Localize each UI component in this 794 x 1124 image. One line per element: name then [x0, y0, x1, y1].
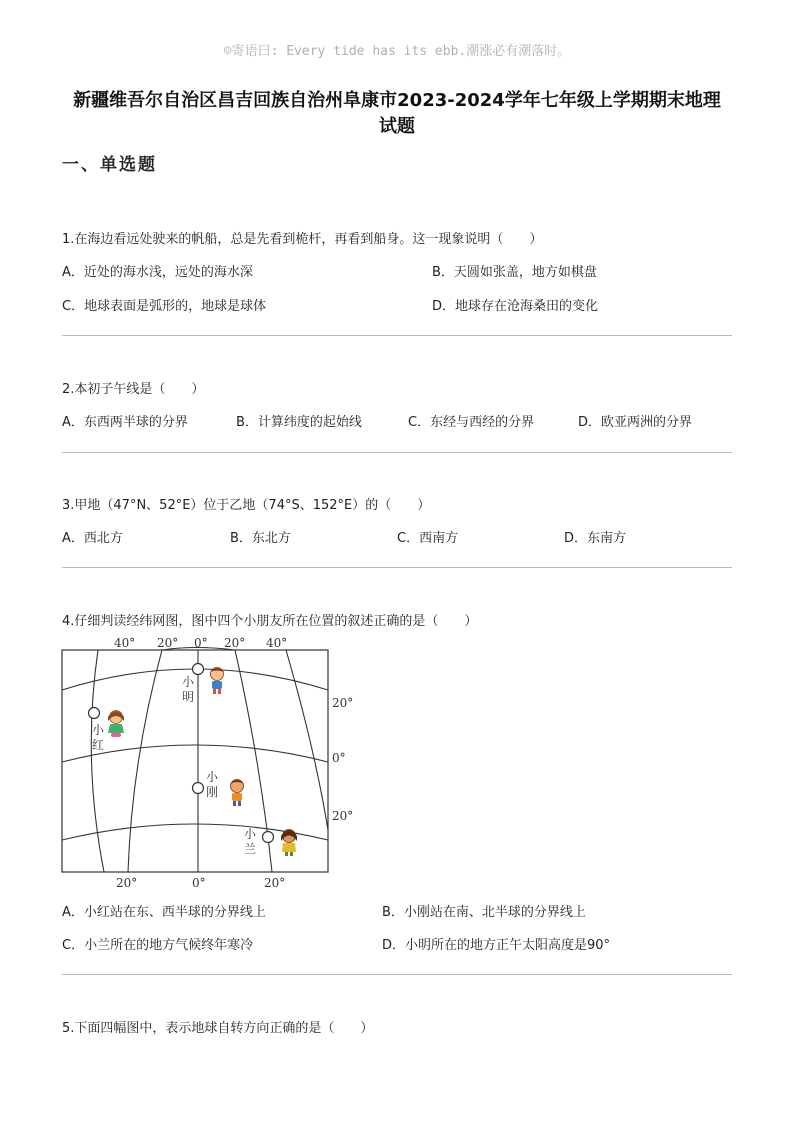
divider: [62, 974, 732, 975]
question-5-stem: 5.下面四幅图中，表示地球自转方向正确的是（ ）: [62, 1021, 374, 1036]
kid-lan-char-2: 兰: [244, 842, 257, 856]
divider: [62, 335, 732, 336]
question-1-option-a[interactable]: A．近处的海水浅，远处的海水深: [62, 265, 253, 280]
right-label-3: 20°: [332, 809, 354, 823]
question-3-option-c[interactable]: C．西南方: [397, 531, 459, 546]
kid-ming-figure-icon: [210, 668, 224, 695]
kid-gang-figure-icon: [230, 780, 244, 807]
question-3-option-b[interactable]: B．东北方: [230, 531, 291, 546]
top-label-5: 40°: [266, 636, 288, 650]
section-heading: 一、单选题: [62, 155, 157, 175]
marker-gang: [193, 783, 204, 794]
bottom-label-3: 20°: [264, 876, 286, 890]
question-3-stem: 3.甲地（47°N、52°E）位于乙地（74°S、152°E）的（ ）: [62, 498, 431, 513]
question-1-stem: 1.在海边看远处驶来的帆船，总是先看到桅杆，再看到船身。这一现象说明（ ）: [62, 232, 543, 247]
watermark: ☺寄语曰: Every tide has its ebb.潮涨必有潮落时。: [223, 44, 571, 59]
question-2-option-d[interactable]: D．欧亚两洲的分界: [578, 415, 693, 430]
question-4-option-c[interactable]: C．小兰所在的地方气候终年寒冷: [62, 938, 254, 953]
kid-hong-char-2: 红: [92, 738, 105, 752]
top-label-3: 0°: [194, 636, 208, 650]
kid-lan-char-1: 小: [244, 827, 257, 841]
page-title: [40, 88, 754, 140]
kid-hong-figure-icon: [108, 711, 124, 738]
kid-gang-char-1: 小: [206, 770, 219, 784]
meridian-w20: [128, 650, 162, 872]
question-1-option-c[interactable]: C．地球表面是弧形的，地球是球体: [62, 299, 267, 314]
divider: [62, 567, 732, 568]
kid-gang-char-2: 刚: [206, 785, 219, 799]
right-label-2: 0°: [332, 751, 346, 765]
marker-lan: [263, 832, 274, 843]
question-2-stem: 2.本初子午线是（ ）: [62, 382, 205, 397]
question-2-option-a[interactable]: A．东西两半球的分界: [62, 415, 188, 430]
question-2-option-b[interactable]: B．计算纬度的起始线: [236, 415, 362, 430]
top-label-2: 20°: [157, 636, 179, 650]
kid-ming-char-1: 小: [182, 675, 195, 689]
bottom-label-2: 0°: [192, 876, 206, 890]
kid-ming-char-2: 明: [182, 690, 195, 704]
top-label-1: 40°: [114, 636, 136, 650]
marker-ming: [193, 664, 204, 675]
question-4-stem: 4.仔细判读经纬网图，图中四个小朋友所在位置的叙述正确的是（ ）: [62, 614, 478, 629]
title-line-2: 试题: [379, 116, 415, 137]
question-1-option-b[interactable]: B．天圆如张盖，地方如棋盘: [432, 265, 597, 280]
meridian-e40: [286, 650, 328, 830]
question-1-option-d[interactable]: D．地球存在沧海桑田的变化: [432, 299, 599, 314]
title-line-1: 新疆维吾尔自治区昌吉回族自治州阜康市2023-2024学年七年级上学期期末地理: [73, 90, 721, 111]
right-label-1: 20°: [332, 696, 354, 710]
question-4-option-b[interactable]: B．小刚站在南、北半球的分界线上: [382, 905, 586, 920]
graticule-map-svg: [60, 630, 354, 895]
meridian-w40: [91, 650, 104, 872]
question-2-option-c[interactable]: C．东经与西经的分界: [408, 415, 535, 430]
question-4-option-d[interactable]: D．小明所在的地方正午太阳高度是90°: [382, 938, 611, 953]
question-4-option-a[interactable]: A．小红站在东、西半球的分界线上: [62, 905, 266, 920]
kid-lan-figure-icon: [281, 830, 297, 857]
question-3-option-d[interactable]: D．东南方: [564, 531, 627, 546]
bottom-label-1: 20°: [116, 876, 138, 890]
top-label-4: 20°: [224, 636, 246, 650]
kid-hong-char-1: 小: [92, 723, 105, 737]
marker-hong: [89, 708, 100, 719]
question-3-option-a[interactable]: A．西北方: [62, 531, 123, 546]
divider: [62, 452, 732, 453]
graticule-map: [60, 630, 354, 895]
